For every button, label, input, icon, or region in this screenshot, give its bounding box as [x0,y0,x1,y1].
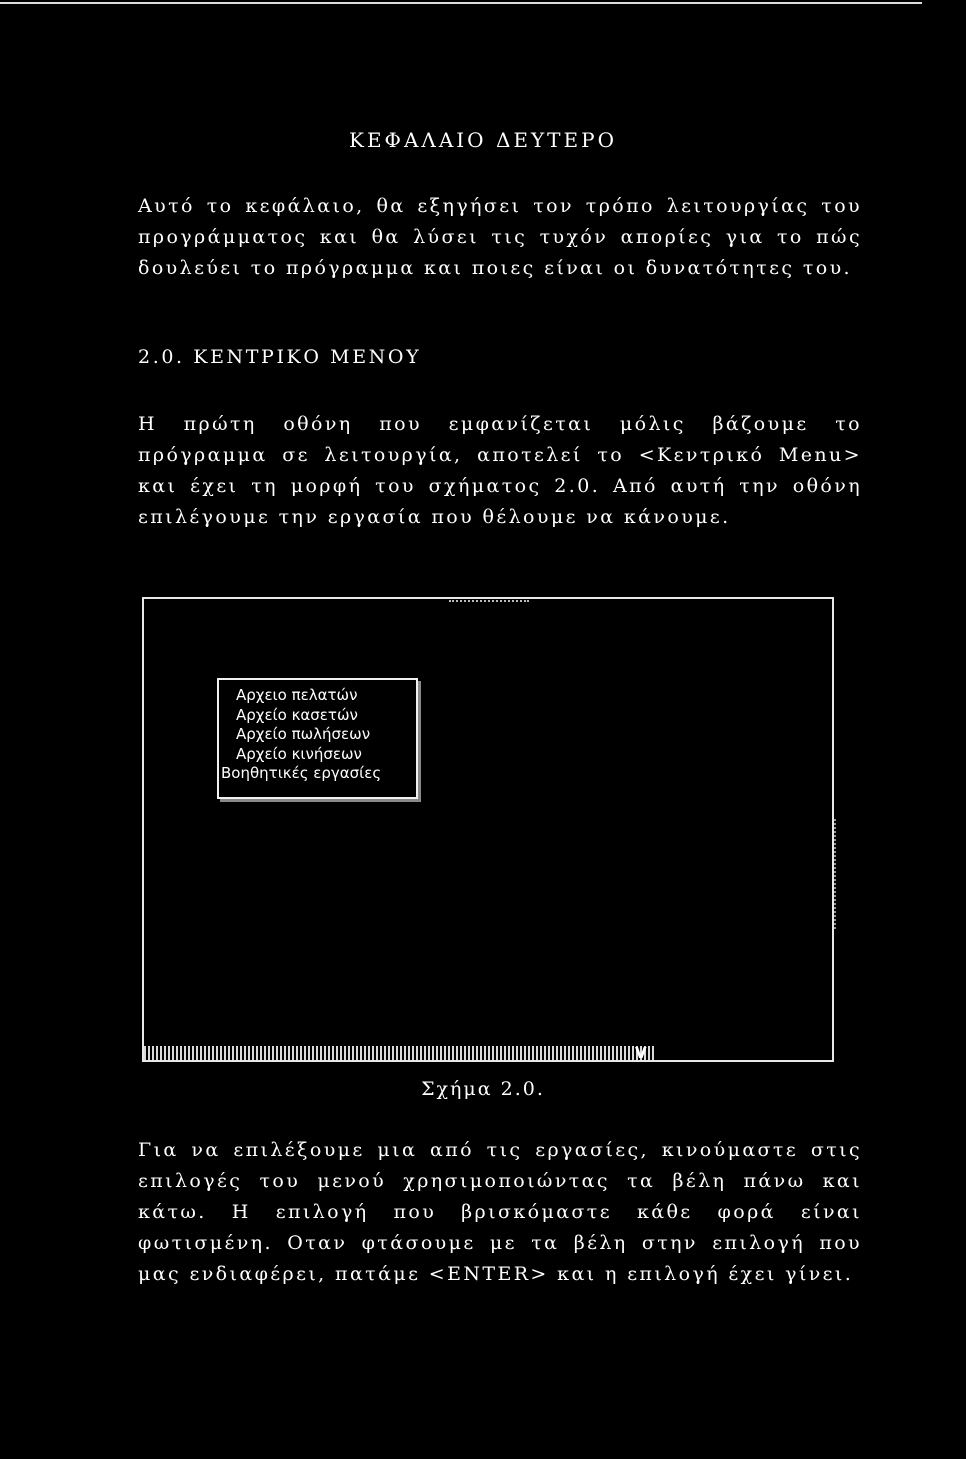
section-title: 2.0. ΚΕΝΤΡΙΚΟ ΜΕΝΟΥ [138,346,422,368]
main-menu-screen-figure [142,597,834,1062]
menu-item-cassettes-file[interactable]: Αρχείο κασετών [236,705,358,724]
screen-scroll-edge [831,819,836,929]
screen-title-band [449,600,529,605]
figure-caption: Σχήμα 2.0. [421,1078,545,1100]
main-menu-box [217,678,418,799]
closing-paragraph: Για να επιλέξουμε μια από τις εργασίες, κινούμαστε στις επιλογές του μενού χρησιμοποιώντας τα βέλη πάνω και κάτω. Η επιλογή που βρισκόμαστε κάθε φορά είναι φωτισμένη. Οταν φτάσουμε με τα βέλη στην επιλογή που μας ενδιαφέρει, πατάμε <ENTER> και η επιλογή έχει γίνει. [138,1139,862,1285]
main-menu-list [219,680,416,784]
status-bar [144,1046,654,1060]
section-paragraph: Η πρώτη οθόνη που εμφανίζεται μόλις βάζουμε το πρόγραμμα σε λειτουργία, αποτελεί το <Κεντρικό Menu> και έχει τη μορφή του σχήματος 2.0. Από αυτή την οθόνη επιλέγουμε την εργασία που θέλουμε να κάνουμε. [138,413,862,528]
menu-item-utilities[interactable]: Βοηθητικές εργασίες [221,764,382,782]
menu-item-transactions-file[interactable]: Αρχείο κινήσεων [236,744,362,763]
down-arrow-icon: V [635,1044,647,1062]
intro-paragraph: Αυτό το κεφάλαιο, θα εξηγήσει τον τρόπο λειτουργίας του προγράμματος και θα λύσει τις τυχόν απορίες για το πώς δουλεύει το πρόγραμμα και ποιες είναι οι δυνατότητες του. [138,195,862,279]
chapter-title: ΚΕΦΑΛΑΙΟ ΔΕΥΤΕΡΟ [349,128,617,152]
top-rule [0,2,922,4]
menu-item-customers-file[interactable]: Αρχειο πελατών [236,686,358,704]
menu-item-sales-file[interactable]: Αρχείο πωλήσεων [236,725,371,743]
